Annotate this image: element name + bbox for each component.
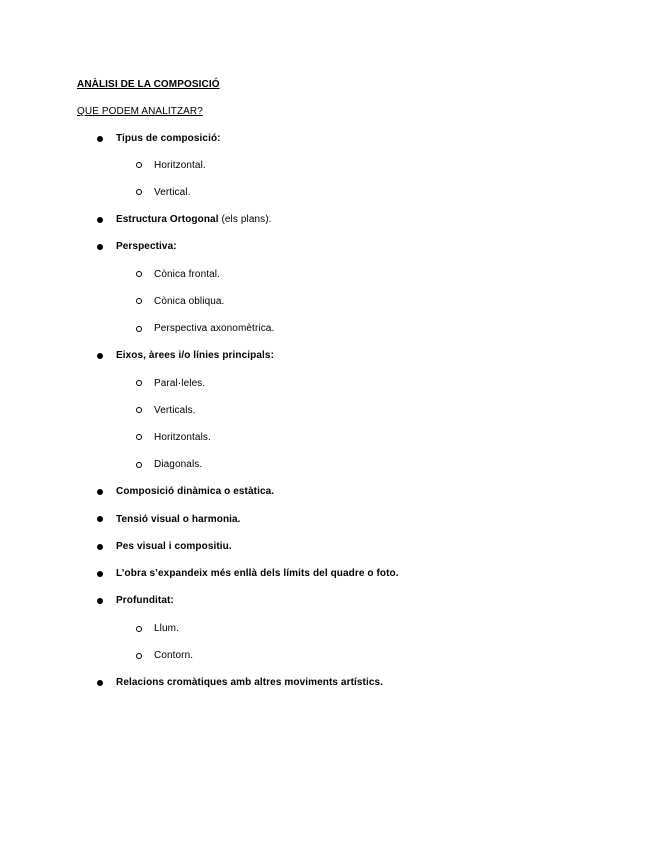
bullet-icon	[97, 353, 103, 359]
circle-bullet-icon	[136, 462, 142, 468]
list-item-rest: (els plans).	[218, 214, 272, 225]
list-item: L’obra s’expandeix més enllà dels límits del quadre o foto.	[116, 568, 399, 579]
bullet-icon	[97, 598, 103, 604]
document-subtitle: QUE PODEM ANALITZAR?	[77, 106, 203, 117]
sub-list-item: Llum.	[154, 623, 179, 634]
sub-list-item: Cònica obliqua.	[154, 296, 225, 307]
list-item: Perspectiva:	[116, 241, 177, 252]
circle-bullet-icon	[136, 271, 142, 277]
document-title: ANÀLISI DE LA COMPOSICIÓ	[77, 79, 220, 90]
bullet-icon	[97, 244, 103, 250]
list-item: Relacions cromàtiques amb altres moviments artístics.	[116, 677, 384, 688]
circle-bullet-icon	[136, 626, 142, 632]
sub-list-item: Verticals.	[154, 405, 196, 416]
list-item: Pes visual i compositiu.	[116, 541, 232, 552]
list-item	[116, 213, 272, 227]
sub-list-item: Diagonals.	[154, 459, 203, 470]
circle-bullet-icon	[136, 380, 142, 386]
sub-list-item: Vertical.	[154, 187, 191, 198]
bullet-icon	[97, 571, 103, 577]
circle-bullet-icon	[136, 162, 142, 168]
circle-bullet-icon	[136, 326, 142, 332]
list-item: Profunditat:	[116, 595, 174, 606]
sub-list-item: Perspectiva axonomètrica.	[154, 323, 275, 334]
bullet-icon	[97, 489, 103, 495]
sub-list-item: Contorn.	[154, 650, 194, 661]
circle-bullet-icon	[136, 653, 142, 659]
sub-list-item: Horitzontals.	[154, 432, 211, 443]
list-item: Tensió visual o harmonia.	[116, 514, 241, 525]
circle-bullet-icon	[136, 434, 142, 440]
circle-bullet-icon	[136, 407, 142, 413]
circle-bullet-icon	[136, 189, 142, 195]
list-item: Eixos, àrees i/o línies principals:	[116, 350, 275, 361]
list-item: Tipus de composició:	[116, 133, 221, 144]
bullet-icon	[97, 680, 103, 686]
list-item-bold: Estructura Ortogonal	[116, 214, 219, 225]
bullet-icon	[97, 544, 103, 550]
list-item: Composició dinàmica o estàtica.	[116, 486, 275, 497]
bullet-icon	[97, 217, 103, 223]
sub-list-item: Paral·leles.	[154, 378, 206, 389]
sub-list-item: Cònica frontal.	[154, 269, 220, 280]
bullet-icon	[97, 136, 103, 142]
sub-list-item: Horitzontal.	[154, 160, 206, 171]
circle-bullet-icon	[136, 298, 142, 304]
bullet-icon	[97, 516, 103, 522]
